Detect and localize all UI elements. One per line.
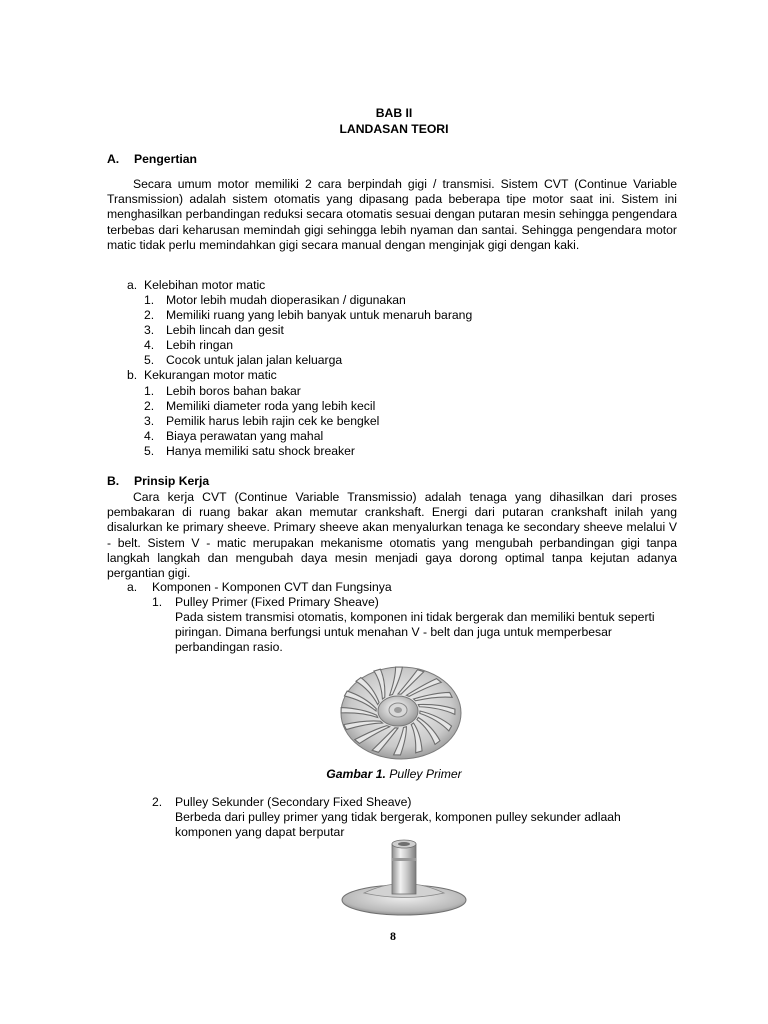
list-item	[144, 323, 284, 338]
list-item-text: Memiliki ruang yang lebih banyak untuk menaruh barang	[166, 308, 473, 322]
list-item	[144, 384, 301, 399]
list-item-number: 5.	[144, 444, 155, 458]
list-item	[144, 338, 233, 353]
figure-1-label: Gambar 1.	[326, 767, 386, 781]
list-item-text: Memiliki diameter roda yang lebih kecil	[166, 399, 376, 413]
component-title: Pulley Sekunder (Secondary Fixed Sheave)	[175, 795, 412, 809]
list-item-text: Lebih ringan	[166, 338, 234, 352]
list-item-text: Lebih boros bahan bakar	[166, 384, 301, 398]
list-b-marker: b.	[127, 368, 138, 382]
section-a-label: A.	[107, 152, 120, 166]
section-a-paragraph	[107, 177, 677, 253]
list-item-number: 2.	[144, 399, 155, 413]
list-item	[144, 399, 375, 414]
list-item-text: Biaya perawatan yang mahal	[166, 429, 324, 443]
list-item-number: 1.	[144, 384, 155, 398]
section-b-label: B.	[107, 474, 120, 488]
list-item-number: 3.	[144, 323, 155, 337]
list-item	[144, 444, 355, 459]
section-b-paragraph-text: Cara kerja CVT (Continue Variable Transmissio) adalah tenaga yang dihasilkan dari proses pembakaran di ruang bakar akan memutar crankshaft. Energi dari putaran crankshaft inilah yang disalurkan ke primary sheeve. Primary sheeve akan menyalurkan tenaga ke secondary sheeve melalui V - belt. Sistem V - matic merupakan mekanisme otomatis yang mengubah perbandingan gigi tanpa langkah langkah dan mengubah daya mesin menjadi gaya dorong optimal tanpa kejutan adanya pergantian gigi.	[107, 490, 677, 581]
list-a-marker: a.	[127, 278, 138, 292]
components-marker: a.	[127, 580, 138, 594]
page-number: 8	[390, 929, 396, 943]
chapter-number: BAB II	[375, 106, 413, 120]
list-a-heading	[127, 278, 265, 293]
list-item	[144, 308, 472, 323]
list-item-number: 3.	[144, 414, 155, 428]
components-heading	[127, 580, 392, 595]
list-item-number: 2.	[144, 308, 155, 322]
component-number: 2.	[152, 795, 163, 809]
list-item-number: 4.	[144, 429, 155, 443]
list-item	[144, 293, 406, 308]
component-number: 1.	[152, 595, 163, 609]
list-item	[144, 353, 342, 368]
figure-1-text: Pulley Primer	[389, 767, 462, 781]
component-item-title	[152, 795, 411, 810]
chapter-title: LANDASAN TEORI	[339, 122, 449, 136]
list-item-number: 5.	[144, 353, 155, 367]
section-b-heading	[107, 474, 209, 489]
components-title: Komponen - Komponen CVT dan Fungsinya	[152, 580, 392, 594]
component-item-title	[152, 595, 379, 610]
list-item-number: 4.	[144, 338, 155, 352]
list-item-text: Pemilik harus lebih rajin cek ke bengkel	[166, 414, 380, 428]
list-item-text: Motor lebih mudah dioperasikan / digunakan	[166, 293, 406, 307]
section-a-title: Pengertian	[134, 152, 197, 166]
list-item-text: Hanya memiliki satu shock breaker	[166, 444, 355, 458]
list-a-title: Kelebihan motor matic	[144, 278, 266, 292]
list-item-text: Cocok untuk jalan jalan keluarga	[166, 353, 343, 367]
list-item-number: 1.	[144, 293, 155, 307]
section-b-paragraph	[107, 490, 677, 581]
list-b-heading	[127, 368, 277, 383]
section-b-title: Prinsip Kerja	[134, 474, 210, 488]
pulley-primer-image	[338, 664, 464, 764]
section-a-paragraph-text: Secara umum motor memiliki 2 cara berpindah gigi / transmisi. Sistem CVT (Continue Variable Transmission) adalah sistem otomatis yang dipasang pada beberapa tipe motor saat ini. Sistem ini menghasilkan perbandingan reduksi secara otomatis sesuai dengan putaran mesin sehingga pengendara terbebas dari keharusan memindah gigi sehingga lebih nyaman dan santai. Sehingga pengendara motor matic tidak perlu memindahkan gigi secara manual dengan menginjak gigi dengan kaki.	[107, 177, 677, 252]
list-item	[144, 429, 323, 444]
list-b-title: Kekurangan motor matic	[144, 368, 277, 382]
section-a-heading	[107, 152, 197, 167]
figure-1-caption	[0, 767, 768, 782]
list-item-text: Lebih lincah dan gesit	[166, 323, 284, 337]
component-description: Berbeda dari pulley primer yang tidak bergerak, komponen pulley sekunder adlaah komponen yang dapat berputar	[175, 810, 621, 840]
component-description: Pada sistem transmisi otomatis, komponen ini tidak bergerak dan memiliki bentuk seperti piringan. Dimana berfungsi untuk menahan V - belt dan juga untuk memperbesar perbandingan rasio.	[175, 610, 655, 655]
list-item	[144, 414, 379, 429]
component-title: Pulley Primer (Fixed Primary Sheave)	[175, 595, 379, 609]
pulley-sekunder-image	[340, 838, 468, 918]
